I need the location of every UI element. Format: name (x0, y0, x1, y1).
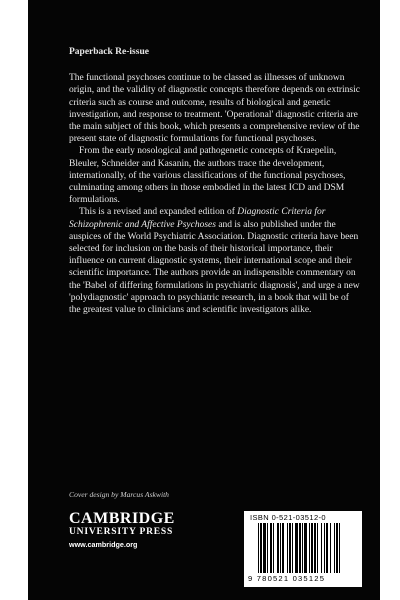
paragraph-3-suffix: and is also published under the auspices of the World Psychiatric Association. Diagnostic criteria have been selected for inclusion on the basis of their historical importance, their influence on current diagnostic systems, their international scope and their scientific importance. The authors provide an indispensible commentary on the 'Babel of differing formulations in psychiatric diagnosis', and urge a new 'polydiagnostic' approach to psychiatric research, in a book that will be of the greatest value to clinicians and scientific investigators alike. (69, 219, 360, 316)
publisher-logo (69, 510, 199, 549)
blurb-heading: Paperback Re-issue (69, 47, 149, 57)
paragraph-3-prefix: This is a revised and expanded edition of (79, 207, 238, 218)
publisher-press: UNIVERSITY PRESS (69, 527, 174, 537)
blurb-paragraph-2: From the early nosological and pathogenetic concepts of Kraepelin, Bleuler, Schneider and Kasanin, the authors trace the development, internationally, of the various classifications of the functional psychoses, culminating among others in those embodied in the latest ICD and DSM formulations. (69, 146, 346, 206)
isbn-label: ISBN 0-521-03512-0 (250, 513, 326, 522)
cover-blurb (69, 46, 361, 316)
barcode-number: 9 780521 035125 (248, 574, 326, 583)
back-cover (28, 0, 380, 600)
cover-design-credit: Cover design by Marcus Askwith (69, 490, 169, 499)
blurb-paragraph-3 (69, 206, 361, 316)
blurb-paragraph-1: The functional psychoses continue to be classed as illnesses of unknown origin, and the validity of diagnostic concepts therefore depends on extrinsic criteria such as course and outcome, results of biological and genetic investigation, and response to treatment. 'Operational' diagnostic criteria are the main subject of this book, which presents a comprehensive review of the present state of diagnostic formulations for functional psychoses. (69, 73, 360, 145)
barcode-icon (258, 523, 354, 573)
barcode-panel (244, 511, 362, 587)
publisher-name: CAMBRIDGE (69, 510, 175, 527)
publisher-url: www.cambridge.org (69, 540, 138, 549)
book-title-reference: Diagnostic Criteria for Schizophrenic and Affective Psychoses (69, 207, 326, 230)
